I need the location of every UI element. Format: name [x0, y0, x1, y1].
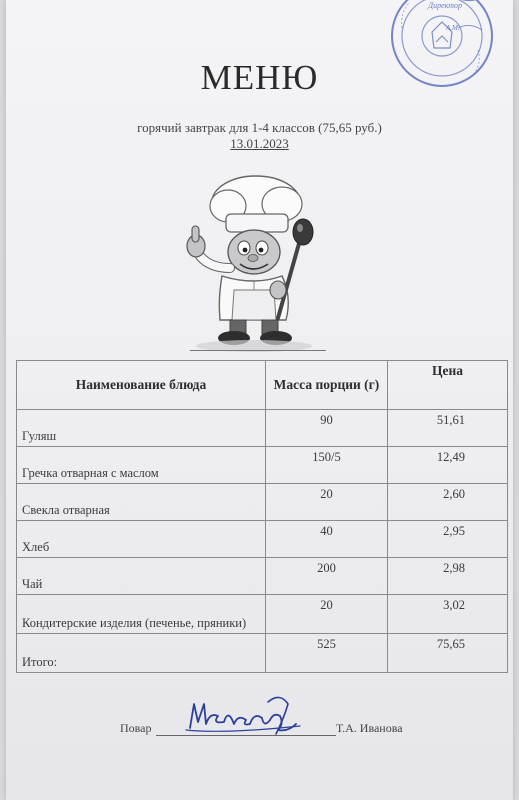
stamp-text-2: А.М.: [446, 24, 460, 32]
menu-date-day: 13.: [230, 136, 247, 151]
dish-name: Гречка отварная с маслом: [17, 447, 266, 484]
dish-name: Кондитерские изделия (печенье, пряники): [17, 595, 266, 634]
dish-mass: 20: [266, 484, 388, 521]
menu-date-rest: 01.2023: [246, 136, 289, 151]
header-dish-name: Наименование блюда: [17, 361, 266, 410]
header-price: Цена: [388, 361, 508, 410]
cook-name: Т.А. Иванова: [336, 721, 403, 735]
dish-mass: 20: [266, 595, 388, 634]
dish-mass: 40: [266, 521, 388, 558]
dish-price: 12,49: [388, 447, 508, 484]
signature-block: [6, 700, 513, 740]
dish-price: 2,98: [388, 558, 508, 595]
dish-name: Свекла отварная: [17, 484, 266, 521]
table-row: [17, 595, 508, 634]
dish-name: Гуляш: [17, 410, 266, 447]
total-label: Итого:: [17, 634, 266, 673]
table-total-row: [17, 634, 508, 673]
table-row: [17, 484, 508, 521]
table-row: [17, 447, 508, 484]
dish-mass: 200: [266, 558, 388, 595]
chef-illustration: [182, 168, 332, 356]
menu-title: МЕНЮ: [200, 58, 319, 97]
menu-subtitle: горячий завтрак для 1-4 классов (75,65 руб.): [137, 120, 382, 135]
menu-sheet: [6, 0, 513, 800]
table-row: [17, 410, 508, 447]
dish-price: 2,60: [388, 484, 508, 521]
dish-mass: 150/5: [266, 447, 388, 484]
dish-name: Чай: [17, 558, 266, 595]
total-mass: 525: [266, 634, 388, 673]
stamp-text-1: Директор: [428, 1, 463, 10]
menu-table: [16, 360, 508, 673]
menu-date: [6, 136, 513, 152]
total-price: 75,65: [388, 634, 508, 673]
dish-price: 51,61: [388, 410, 508, 447]
header-portion-mass: Масса порции (г): [266, 361, 388, 410]
dish-price: 3,02: [388, 595, 508, 634]
dish-price: 2,95: [388, 521, 508, 558]
table-header-row: [17, 361, 508, 410]
handwritten-signature: [184, 694, 302, 738]
table-row: [17, 558, 508, 595]
divider-line: [190, 350, 326, 351]
cook-label: Повар: [120, 721, 152, 735]
dish-mass: 90: [266, 410, 388, 447]
table-row: [17, 521, 508, 558]
dish-name: Хлеб: [17, 521, 266, 558]
